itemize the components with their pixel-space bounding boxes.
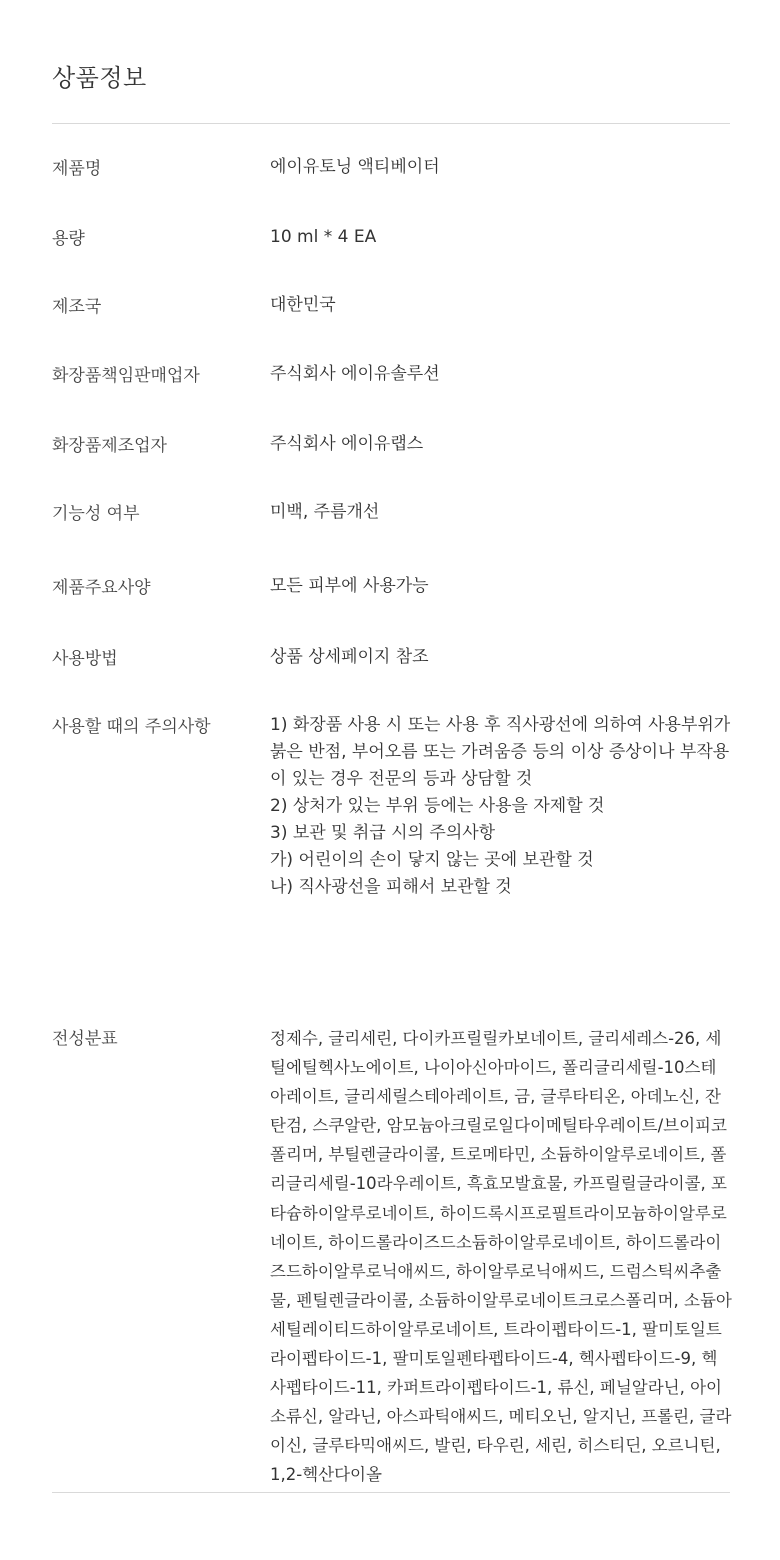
row-label: 전성분표 <box>52 1029 118 1049</box>
ingredients-text: 정제수, 글리세린, 다이카프릴릴카보네이트, 글리세레스-26, 세틸에틸헥사노에이트, 나이아신아마이드, 폴리글리세릴-10스테아레이트, 글리세릴스테아레이트, 금, 글루타티온, 아데노신, 잔탄검, 스쿠알란, 암모늄아크릴로일다이메틸타우레이트/브이피코폴리머, 부틸렌글라이콜, 트로메타민, 소듐하이알루로네이트, 폴리글리세릴-10라우레이트, 흑효모발효물, 카프릴릴글라이콜, 포타슘하이알루로네이트, 하이드록시프로필트라이모늄하이알루로네이트, 하이드롤라이즈드소듐하이알루로네이트, 하이드롤라이즈드하이알루로닉애씨드, 하이알루로닉애씨드, 드럼스틱씨추출물, 펜틸렌글라이콜, 소듐하이알루로네이트크로스폴리머, 소듐아세틸레이티드하이알루로네이트, 트라이펩타이드-1, 팔미토일트라이펩타이드-1, 팔미토일펜타펩타이드-4, 헥사펩타이드-9, 헥사펩타이드-11, 카퍼트라이펩타이드-1, 류신, 페닐알라닌, 아이소류신, 알라닌, 아스파틱애씨드, 메티오닌, 알지닌, 프롤린, 글라이신, 글루타믹애씨드, 발린, 타우린, 세린, 히스티딘, 오르니틴, 1,2-헥산다이올 <box>270 1029 732 1485</box>
row-label: 사용할 때의 주의사항 <box>52 717 211 737</box>
row-label: 화장품책임판매업자 <box>52 366 200 386</box>
row-label: 기능성 여부 <box>52 504 140 524</box>
row-value: 상품 상세페이지 참조 <box>270 647 429 667</box>
precaution-line: 나) 직사광선을 피해서 보관할 것 <box>270 877 512 897</box>
precautions-text <box>270 712 732 901</box>
precaution-line: 이 있는 경우 전문의 등과 상담할 것 <box>270 769 533 789</box>
row-label: 화장품제조업자 <box>52 436 167 456</box>
row-label: 용량 <box>52 229 85 249</box>
row-value: 미백, 주름개선 <box>270 502 380 522</box>
row-value: 대한민국 <box>270 295 336 315</box>
precaution-line: 붉은 반점, 부어오름 또는 가려움증 등의 이상 증상이나 부작용 <box>270 742 730 762</box>
precaution-line: 가) 어린이의 손이 닿지 않는 곳에 보관할 것 <box>270 850 594 870</box>
row-value: 에이유토닝 액티베이터 <box>270 157 440 177</box>
row-label: 사용방법 <box>52 649 118 669</box>
precaution-line: 1) 화장품 사용 시 또는 사용 후 직사광선에 의하여 사용부위가 <box>270 715 731 735</box>
row-value: 10 ml * 4 EA <box>270 227 377 247</box>
precaution-line: 3) 보관 및 취급 시의 주의사항 <box>270 823 496 843</box>
top-divider <box>52 123 730 124</box>
row-value: 모든 피부에 사용가능 <box>270 576 429 596</box>
row-label: 제품명 <box>52 159 102 179</box>
row-label: 제품주요사양 <box>52 578 151 598</box>
row-label: 제조국 <box>52 297 102 317</box>
row-value: 주식회사 에이유랩스 <box>270 434 424 454</box>
bottom-divider <box>52 1492 730 1493</box>
section-title: 상품정보 <box>52 64 147 92</box>
precaution-line: 2) 상처가 있는 부위 등에는 사용을 자제할 것 <box>270 796 605 816</box>
row-value: 주식회사 에이유솔루션 <box>270 364 440 384</box>
